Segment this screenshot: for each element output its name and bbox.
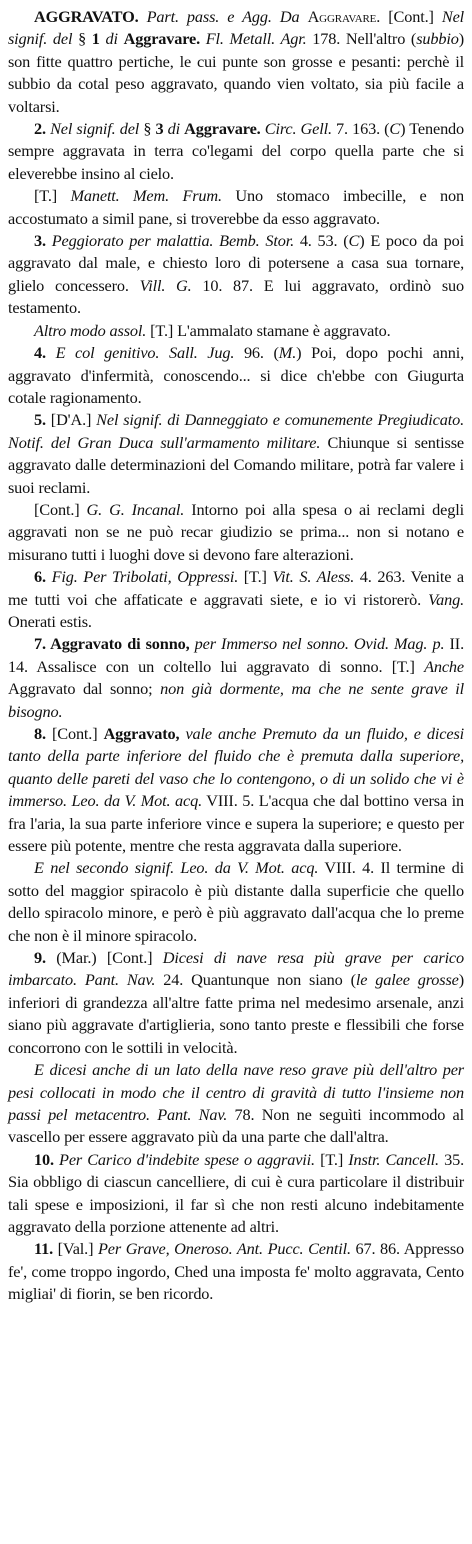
paragraph: 10. Per Carico d'indebite spese o aggravii. [T.] Instr. Cancell. 35. Sia obbligo di ciascun cancelliere, di cui è cura particolare il distribuir tali spese e imposizioni, il far sì che non resti alcuno indebitamente aggravato della porzione attenente ad altri. [8, 1149, 464, 1236]
paragraph: E dicesi anche di un lato della nave reso grave più dell'altro per pesi collocati in modo che il centro di gravità di tutto l'insieme non passi pel metacentro. Pant. Nav. 78. Non ne seguìti incommodo al vascello per essere aggravato più da una parte che dall'altra. [8, 1060, 465, 1147]
paragraph: 6. Fig. Per Tribolati, Oppressi. [T.] Vit. S. Aless. 4. 263. Venite a me tutti voi che affaticate e aggravati siete, e io vi ristorerò. Vang. Onerati estis. [8, 567, 465, 631]
entry-heading [8, 6, 464, 118]
paragraph: Altro modo assol. [T.] L'ammalato stamane è aggravato. [34, 320, 391, 340]
entry-grammar: Part. pass. e Agg. Da [146, 7, 300, 26]
paragraph: [Cont.] G. G. Incanal. Intorno poi alla spesa o ai reclami degli aggravati non se ne può recar giudizio se prima... non si notano e misurano tutti i luoghi dove si devono fare alterazioni. [8, 499, 464, 564]
paragraph: [T.] Manett. Mem. Frum. Uno stomaco imbecille, e non accostumato a simil pane, si troverebbe da esso aggravato. [8, 186, 464, 228]
headword: AGGRAVATO. [34, 7, 139, 26]
paragraph: 3. Peggiorato per malattia. Bemb. Stor. 4. 53. (C) E poco da poi aggravato dal male, e chiesto loro di potersene a casa sua tornare, glielo concessero. Vill. G. 10. 87. E lui aggravato, ordinò suo testamento. [8, 231, 465, 318]
paragraph: 11. [Val.] Per Grave, Oneroso. Ant. Pucc. Centil. 67. 86. Appresso fe', come troppo ingordo, Ched una imposta fe' molto aggravata, Cento migliai' di fiorin, se ben ricordo. [8, 1239, 464, 1304]
paragraph: 4. E col genitivo. Sall. Jug. 96. (M.) Poi, dopo pochi anni, aggravato d'infermità, conoscendo... si dice ch'ebbe con Giugurta cotale ragionamento. [8, 343, 464, 407]
paragraph: 8. [Cont.] Aggravato, vale anche Premuto da un fluido, e dicesi tanto della parte inferiore del fluido che è premuta dalla superiore, quanto delle pareti del vaso che lo contengono, o di un solido che vi è immerso. Leo. da V. Mot. acq. VIII. 5. L'acqua che dal bottino versa in fra l'aria, la sua parte inferiore vince e supera la superiore; e questo per essere più potente, mentre che resta aggravata dalla superiore. [8, 724, 464, 856]
entry-from-word: Aggravare. [307, 7, 381, 26]
paragraph: E nel secondo signif. Leo. da V. Mot. acq. VIII. 4. Il termine di sotto del maggior spiracolo è più distante dalla superficie che quello dello spiracolo minore, e però è più aggravato dall'acqua che lo preme che non è il minore spiracolo. [8, 858, 465, 945]
paragraph: 9. (Mar.) [Cont.] Dicesi di nave resa più grave per carico imbarcato. Pant. Nav. 24. Quantunque non siano (le galee grosse) inferiori di grandezza all'altre fatte prima nel medesimo arsenale, anzi siano più aggravate d'artiglieria, sono tanto preste e flessibili che forse concorrono con le sottili in velocità. [8, 948, 465, 1057]
paragraph: 2. Nel signif. del § 3 di Aggravare. Circ. Gell. 7. 163. (C) Tenendo sempre aggravata in terra co'legami del corpo quella parte che si eleverebbe insino al cielo. [8, 119, 465, 183]
paragraph: 7. Aggravato di sonno, per Immerso nel sonno. Ovid. Mag. p. II. 14. Assalisce con un coltello lui aggravato di sonno. [T.] Anche Aggravato dal sonno; non già dormente, ma che ne sente grave il bisogno. [8, 634, 465, 721]
paragraph: [Cont.] Nel signif. del § 1 di Aggravare. Fl. Metall. Agr. 178. Nell'altro (subbio) son fitte quattro pertiche, le cui punte son grosse e pesanti: perchè il subbio da cotal peso aggravato, quando vien voltato, sia più facile a voltarsi. [8, 7, 465, 116]
paragraph: 5. [D'A.] Nel signif. di Danneggiato e comunemente Pregiudicato. Notif. del Gran Duca sull'armamento militare. Chiunque si sentisse aggravato dalle determinazioni del Comando militare, potrà far valere i suoi reclami. [8, 410, 464, 497]
